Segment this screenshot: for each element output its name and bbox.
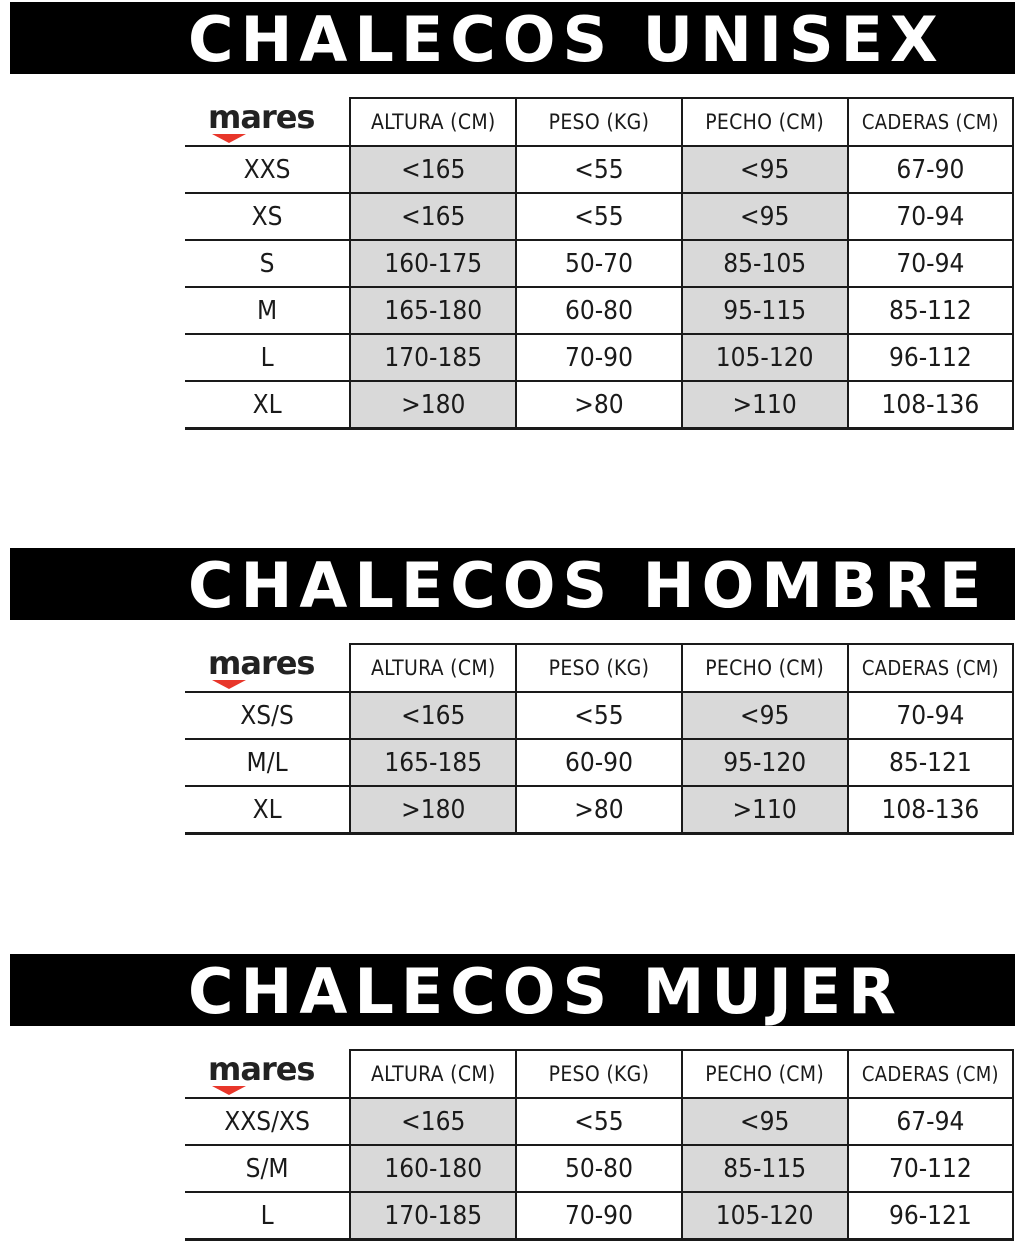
measurement-cell: <165 bbox=[350, 193, 516, 240]
size-label: XL bbox=[185, 786, 350, 834]
measurement-cell: <55 bbox=[516, 692, 681, 739]
table-row bbox=[185, 240, 1013, 287]
column-header: PESO (KG) bbox=[516, 644, 681, 692]
measurement-cell: <95 bbox=[682, 692, 848, 739]
table-row bbox=[185, 739, 1013, 786]
section-banner-hombre bbox=[10, 548, 1015, 620]
table-row bbox=[185, 287, 1013, 334]
measurement-cell: >180 bbox=[350, 381, 516, 429]
column-header: CADERAS (CM) bbox=[848, 644, 1013, 692]
measurement-cell: >80 bbox=[516, 381, 681, 429]
measurement-cell: 70-94 bbox=[848, 193, 1013, 240]
measurement-cell: 105-120 bbox=[682, 334, 848, 381]
size-label: S bbox=[185, 240, 350, 287]
table-row bbox=[185, 692, 1013, 739]
measurement-cell: >110 bbox=[682, 786, 848, 834]
measurement-cell: <55 bbox=[516, 146, 681, 193]
column-header: CADERAS (CM) bbox=[848, 98, 1013, 146]
table-row bbox=[185, 786, 1013, 834]
measurement-cell: >110 bbox=[682, 381, 848, 429]
measurement-cell: 60-90 bbox=[516, 739, 681, 786]
column-header: ALTURA (CM) bbox=[350, 98, 516, 146]
measurement-cell: <95 bbox=[682, 1098, 848, 1145]
measurement-cell: 160-175 bbox=[350, 240, 516, 287]
size-label: XL bbox=[185, 381, 350, 429]
section-banner-mujer bbox=[10, 954, 1015, 1026]
measurement-cell: 85-112 bbox=[848, 287, 1013, 334]
table-row bbox=[185, 381, 1013, 429]
size-label: XXS/XS bbox=[185, 1098, 350, 1145]
logo-chevron-icon bbox=[212, 1086, 246, 1095]
size-label: L bbox=[185, 1192, 350, 1240]
measurement-cell: 67-90 bbox=[848, 146, 1013, 193]
table-row bbox=[185, 193, 1013, 240]
column-header: PECHO (CM) bbox=[682, 644, 848, 692]
column-header: ALTURA (CM) bbox=[350, 1050, 516, 1098]
logo-wordmark: mares bbox=[208, 1050, 315, 1088]
measurement-cell: 96-121 bbox=[848, 1192, 1013, 1240]
measurement-cell: 50-70 bbox=[516, 240, 681, 287]
logo-chevron-icon bbox=[212, 134, 246, 143]
table-row bbox=[185, 1145, 1013, 1192]
column-header: PECHO (CM) bbox=[682, 98, 848, 146]
logo-chevron-icon bbox=[212, 680, 246, 689]
measurement-cell: >180 bbox=[350, 786, 516, 834]
section-title: CHALECOS UNISEX bbox=[188, 3, 945, 74]
measurement-cell: <165 bbox=[350, 1098, 516, 1145]
column-header: PESO (KG) bbox=[516, 1050, 681, 1098]
measurement-cell: 96-112 bbox=[848, 334, 1013, 381]
measurement-cell: 108-136 bbox=[848, 381, 1013, 429]
measurement-cell: 170-185 bbox=[350, 334, 516, 381]
table-row bbox=[185, 1192, 1013, 1240]
size-label: M/L bbox=[185, 739, 350, 786]
mares-logo bbox=[188, 646, 348, 692]
column-header: PESO (KG) bbox=[516, 98, 681, 146]
measurement-cell: <55 bbox=[516, 1098, 681, 1145]
measurement-cell: 105-120 bbox=[682, 1192, 848, 1240]
measurement-cell: <165 bbox=[350, 692, 516, 739]
measurement-cell: 165-185 bbox=[350, 739, 516, 786]
size-label: M bbox=[185, 287, 350, 334]
measurement-cell: 160-180 bbox=[350, 1145, 516, 1192]
size-label: S/M bbox=[185, 1145, 350, 1192]
table-row bbox=[185, 146, 1013, 193]
measurement-cell: 95-120 bbox=[682, 739, 848, 786]
column-header: CADERAS (CM) bbox=[848, 1050, 1013, 1098]
measurement-cell: <165 bbox=[350, 146, 516, 193]
measurement-cell: 108-136 bbox=[848, 786, 1013, 834]
measurement-cell: 165-180 bbox=[350, 287, 516, 334]
measurement-cell: 85-121 bbox=[848, 739, 1013, 786]
section-banner-unisex bbox=[10, 2, 1015, 74]
size-label: XS bbox=[185, 193, 350, 240]
measurement-cell: 70-90 bbox=[516, 1192, 681, 1240]
measurement-cell: 60-80 bbox=[516, 287, 681, 334]
measurement-cell: 70-112 bbox=[848, 1145, 1013, 1192]
table-row bbox=[185, 334, 1013, 381]
measurement-cell: 50-80 bbox=[516, 1145, 681, 1192]
logo-wordmark: mares bbox=[208, 644, 315, 682]
size-label: XXS bbox=[185, 146, 350, 193]
measurement-cell: <95 bbox=[682, 193, 848, 240]
measurement-cell: 70-94 bbox=[848, 692, 1013, 739]
measurement-cell: 85-115 bbox=[682, 1145, 848, 1192]
measurement-cell: <95 bbox=[682, 146, 848, 193]
size-table-unisex bbox=[185, 97, 1014, 430]
measurement-cell: <55 bbox=[516, 193, 681, 240]
size-label: L bbox=[185, 334, 350, 381]
section-title: CHALECOS HOMBRE bbox=[188, 549, 989, 620]
section-title: CHALECOS MUJER bbox=[188, 955, 903, 1026]
logo-wordmark: mares bbox=[208, 98, 315, 136]
measurement-cell: 170-185 bbox=[350, 1192, 516, 1240]
measurement-cell: 70-94 bbox=[848, 240, 1013, 287]
column-header: PECHO (CM) bbox=[682, 1050, 848, 1098]
table-row bbox=[185, 1098, 1013, 1145]
column-header: ALTURA (CM) bbox=[350, 644, 516, 692]
measurement-cell: 85-105 bbox=[682, 240, 848, 287]
size-label: XS/S bbox=[185, 692, 350, 739]
measurement-cell: 67-94 bbox=[848, 1098, 1013, 1145]
measurement-cell: 95-115 bbox=[682, 287, 848, 334]
mares-logo bbox=[188, 100, 348, 146]
measurement-cell: 70-90 bbox=[516, 334, 681, 381]
mares-logo bbox=[188, 1052, 348, 1098]
measurement-cell: >80 bbox=[516, 786, 681, 834]
